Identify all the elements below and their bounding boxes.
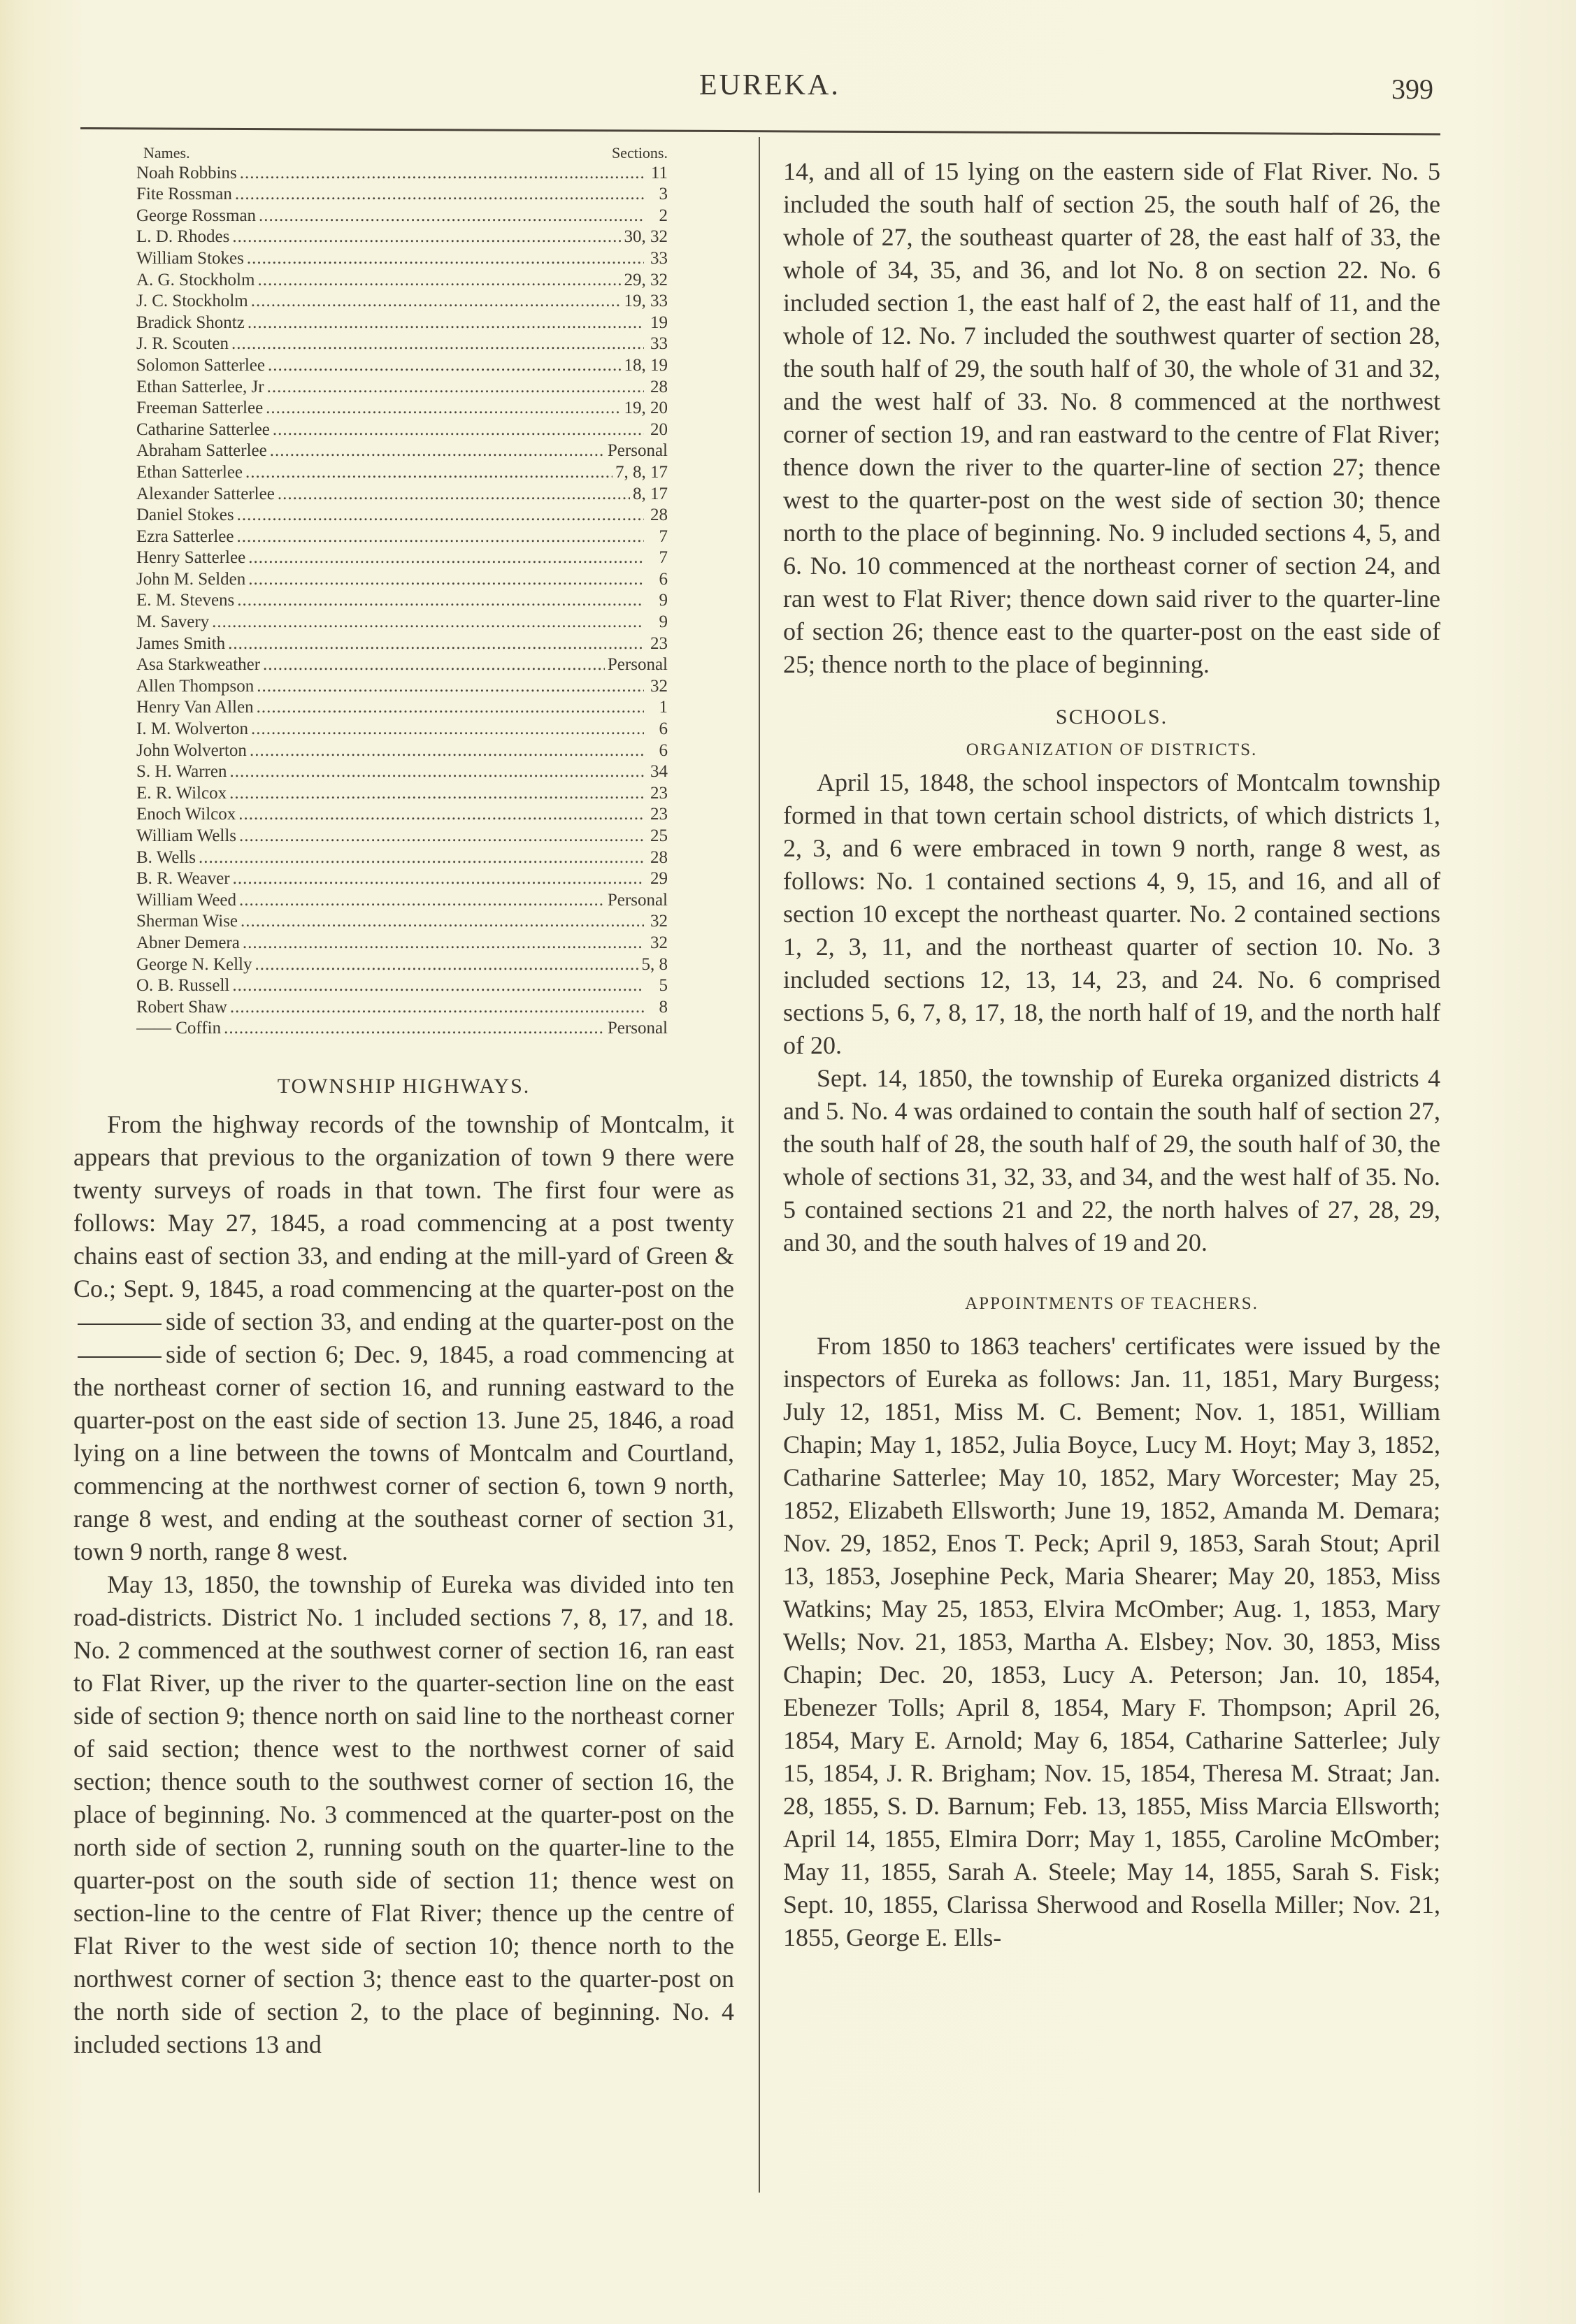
owner-sections: 7 bbox=[659, 526, 668, 546]
owner-sections: 9 bbox=[659, 591, 668, 610]
paragraph-highways-2: May 13, 1850, the township of Eureka was divided into ten road-districts. District No. 1 included sections 7, 8, 17, and 18. No. 2 commenced at the southwest corner of section 16, ran east to Flat River, up the river to the quarter-section line on the east side of section 9; thence north on said line to the northeast corner of said section; thence west to the northwest corner of said section; thence south to the southwest corner of section 16, the place of beginning. No. 3 commenced at the quarter-post on the north side of section 2, running south on the quarter-line to the quarter-post on the south side of section 11; thence west on section-line to the centre of Flat River; thence up the centre of Flat River to the west side of section 10; thence north to the northwest corner of section 3; thence east to the quarter-post on the north side of section 2, to the place of beginning. No. 4 included sections 13 and bbox=[73, 1570, 734, 2058]
dot-leader bbox=[224, 1018, 605, 1039]
owner-name: Bradick Shontz bbox=[136, 313, 245, 332]
dot-leader bbox=[212, 612, 644, 633]
dot-leader bbox=[235, 184, 644, 205]
owner-name: Henry Satterlee bbox=[136, 548, 246, 568]
page-number: 399 bbox=[1391, 73, 1433, 105]
blank-dash bbox=[78, 1356, 162, 1358]
owner-name: B. R. Weaver bbox=[136, 869, 230, 889]
dot-leader bbox=[237, 505, 644, 526]
dot-leader bbox=[238, 804, 644, 825]
owner-sections: Personal bbox=[607, 1019, 668, 1038]
owner-sections: 32 bbox=[650, 933, 668, 952]
dot-leader bbox=[240, 163, 644, 184]
owner-name: Abner Demera bbox=[136, 933, 240, 952]
table-row bbox=[136, 461, 668, 483]
table-row bbox=[136, 184, 668, 206]
table-row bbox=[136, 483, 668, 505]
owner-sections: 19 bbox=[650, 313, 668, 332]
owner-name: John Wolverton bbox=[136, 740, 247, 760]
owner-sections: 3 bbox=[659, 185, 668, 204]
owner-sections: 34 bbox=[650, 762, 668, 782]
paragraph-road-districts-continued: 14, and all of 15 lying on the eastern side of Flat River. No. 5 included the south half of section 25, the south half of 26, the whole of 27, the southeast quarter of 28, the east half of 33, the whole of 34, 35, and 36, and lot No. 8 on section 22. No. 6 included section 1, the east half of 2, the east half of 11, and the whole of 12. No. 7 included the southwest quarter of section 28, the south half of 29, the south half of 30, the whole of 31 and 32, and the west half of 33. No. 8 commenced at the northwest corner of section 19, and ran eastward to the centre of Flat River; thence down the river to the quarter-line of section 27; thence west to the quarter-post on the west side of section 30; thence north to the place of beginning. No. 9 included sections 4, 5, and 6. No. 10 commenced at the northeast corner of section 24, and ran west to Flat River; thence down said river to the quarter-line of section 26; thence east to the quarter-post on the east side of 25; thence north to the place of beginning. bbox=[783, 157, 1440, 678]
dot-leader bbox=[251, 719, 644, 740]
dot-leader bbox=[268, 355, 622, 376]
owner-name: William Wells bbox=[136, 826, 237, 845]
owner-name: Ethan Satterlee, Jr bbox=[136, 377, 264, 396]
table-row bbox=[136, 889, 668, 911]
owner-name: Henry Van Allen bbox=[136, 698, 254, 717]
owner-name: John M. Selden bbox=[136, 569, 246, 589]
owner-sections: 29 bbox=[650, 869, 668, 889]
column-header-sections: Sections. bbox=[611, 144, 668, 162]
table-row bbox=[136, 697, 668, 719]
dot-leader bbox=[255, 954, 638, 975]
table-row bbox=[136, 911, 668, 933]
table-row bbox=[136, 825, 668, 847]
owner-name: William Stokes bbox=[136, 248, 244, 268]
owner-name: Solomon Satterlee bbox=[136, 355, 265, 375]
owner-name: Sherman Wise bbox=[136, 912, 238, 931]
owner-sections: 8 bbox=[659, 997, 668, 1017]
table-row bbox=[136, 975, 668, 997]
owner-name: J. R. Scouten bbox=[136, 334, 229, 354]
dot-leader bbox=[250, 740, 644, 761]
dot-leader bbox=[229, 761, 644, 782]
owner-name: William Weed bbox=[136, 890, 237, 910]
table-row bbox=[136, 291, 668, 313]
owner-name: J. C. Stockholm bbox=[136, 292, 248, 311]
names-sections-table bbox=[136, 140, 668, 1039]
dot-leader bbox=[243, 933, 644, 954]
table-row bbox=[136, 248, 668, 269]
owner-sections: 20 bbox=[650, 419, 668, 439]
dot-leader bbox=[273, 419, 644, 440]
table-row bbox=[136, 590, 668, 612]
running-head bbox=[0, 69, 1576, 110]
owner-sections: 5 bbox=[659, 976, 668, 996]
dot-leader bbox=[248, 313, 644, 333]
blank-dash bbox=[78, 1324, 162, 1325]
table-row bbox=[136, 868, 668, 890]
table-row bbox=[136, 782, 668, 804]
owner-sections: 29, 32 bbox=[624, 270, 668, 289]
owner-sections: 32 bbox=[650, 676, 668, 696]
owner-sections: 5, 8 bbox=[641, 954, 668, 974]
table-row bbox=[136, 718, 668, 740]
paragraph-teachers: From 1850 to 1863 teachers' certificates were issued by the inspectors of Eureka as follows: Jan. 11, 1851, Mary Burgess; July 12, 1851, Miss M. C. Bement; Nov. 1, 1851, William Chapin; May 1, 1852, Julia Boyce, Lucy M. Hoyt; May 3, 1852, Catharine Satterlee; May 10, 1852, Mary Worcester; May 25, 1852, Elizabeth Ellsworth; June 19, 1852, Amanda M. Demara; Nov. 29, 1852, Enos T. Peck; April 9, 1853, Sarah Stout; April 13, 1853, Josephine Peck, Maria Shearer; May 20, 1853, Miss Watkins; May 25, 1853, Elvira McOmber; Aug. 1, 1853, Mary Wells; Nov. 21, 1853, Martha A. Elsbey; Nov. 30, 1853, Miss Chapin; Dec. 20, 1853, Lucy A. Peterson; Jan. 10, 1854, Ebenezer Tolls; April 8, 1854, Mary F. Thompson; April 26, 1854, Mary E. Arnold; May 6, 1854, Catharine Satterlee; July 15, 1854, J. R. Brigham; Nov. 15, 1854, Theresa M. Straat; Jan. 28, 1855, S. D. Barnum; Feb. 13, 1855, Miss Marcia Ellsworth; April 14, 1855, Elmira Dorr; May 1, 1855, Caroline McOmber; May 11, 1855, Sarah A. Steele; May 14, 1855, Sarah S. Fisk; Sept. 10, 1855, Clarissa Sherwood and Rosella Miller; Nov. 21, 1855, George E. Ells- bbox=[783, 1332, 1440, 1951]
dot-leader bbox=[239, 826, 644, 847]
column-divider bbox=[759, 137, 760, 2193]
owner-name: Alexander Satterlee bbox=[136, 484, 275, 503]
dot-leader bbox=[278, 484, 630, 505]
dot-leader bbox=[251, 291, 622, 312]
owner-sections: 30, 32 bbox=[624, 227, 668, 247]
owner-name: M. Savery bbox=[136, 612, 210, 632]
owner-name: Ezra Satterlee bbox=[136, 526, 234, 546]
owner-name: S. H. Warren bbox=[136, 762, 227, 782]
dot-leader bbox=[257, 270, 621, 291]
township-highways-section bbox=[73, 1070, 734, 2061]
table-row bbox=[136, 654, 668, 676]
owner-sections: 32 bbox=[650, 912, 668, 931]
owner-name: O. B. Russell bbox=[136, 976, 230, 996]
owner-sections: 8, 17 bbox=[633, 484, 668, 503]
dot-leader bbox=[263, 654, 605, 675]
owner-sections: Personal bbox=[607, 441, 668, 461]
table-row bbox=[136, 568, 668, 590]
owner-name: L. D. Rhodes bbox=[136, 227, 230, 247]
paragraph-organization-2: Sept. 14, 1850, the township of Eureka organized districts 4 and 5. No. 4 was ordained to contain the south half of section 27, the south half of 28, the south half of 29, the south half of 30, the whole of sections 31, 32, 33, and 34, and the west half of 35. No. 5 contained sections 21 and 22, the north halves of 27, 28, 29, and 30, and the south halves of 19 and 20. bbox=[783, 1064, 1440, 1256]
owner-sections: 2 bbox=[659, 206, 668, 225]
table-row bbox=[136, 376, 668, 398]
owner-sections: 19, 33 bbox=[624, 292, 668, 311]
owner-sections: 23 bbox=[650, 633, 668, 653]
owner-sections: 19, 20 bbox=[624, 399, 668, 418]
table-row bbox=[136, 932, 668, 954]
owner-name: Noah Robbins bbox=[136, 163, 237, 182]
owner-sections: 11 bbox=[650, 163, 668, 182]
table-row bbox=[136, 269, 668, 291]
owner-sections: 28 bbox=[650, 505, 668, 525]
owner-name: Enoch Wilcox bbox=[136, 805, 236, 824]
owner-name: Daniel Stokes bbox=[136, 505, 234, 525]
owner-sections: 23 bbox=[650, 783, 668, 803]
subsection-title-teachers: APPOINTMENTS OF TEACHERS. bbox=[965, 1294, 1259, 1313]
owner-sections: 18, 19 bbox=[624, 355, 668, 375]
paragraph-highways-1: From the highway records of the township of Montcalm, it appears that previous to the organization of town 9 there were twenty surveys of roads in that town. The first four were as follows: May 27, 1845, a road commencing at a post twenty chains east of section 33, and ending at the mill-yard of Green & Co.; Sept. 9, 1845, a road commencing at the quarter-post on theside of section 33, and ending at the quarter-post on theside of section 6; Dec. 9, 1845, a road commencing at the northeast corner of section 16, and running eastward to the quarter-post on the east side of section 13. June 25, 1846, a road lying on a line between the towns of Montcalm and Courtland, commencing at the northwest corner of section 6, town 9 north, range 8 west, and ending at the southeast corner of section 31, town 9 north, range 8 west. bbox=[73, 1110, 734, 1565]
dot-leader bbox=[247, 248, 644, 269]
table-row bbox=[136, 312, 668, 333]
owner-name: Fite Rossman bbox=[136, 185, 232, 204]
running-title: EUREKA. bbox=[699, 69, 840, 101]
table-row bbox=[136, 804, 668, 826]
subsection-title-organization: ORGANIZATION OF DISTRICTS. bbox=[966, 740, 1258, 759]
dot-leader bbox=[248, 569, 644, 590]
owner-sections: Personal bbox=[607, 890, 668, 910]
owner-sections: 6 bbox=[659, 719, 668, 739]
owner-name: Allen Thompson bbox=[136, 676, 255, 696]
owner-sections: 28 bbox=[650, 847, 668, 867]
table-row bbox=[136, 398, 668, 419]
dot-leader bbox=[237, 590, 644, 611]
owner-name: E. R. Wilcox bbox=[136, 783, 227, 803]
column-header-names: Names. bbox=[143, 144, 190, 162]
owner-sections: 1 bbox=[659, 698, 668, 717]
dot-leader bbox=[228, 633, 644, 654]
owner-sections: 33 bbox=[650, 248, 668, 268]
table-header bbox=[136, 140, 668, 162]
owner-name: —— Coffin bbox=[136, 1019, 222, 1038]
owner-sections: 7 bbox=[659, 548, 668, 568]
right-column bbox=[783, 140, 1440, 1954]
dot-leader bbox=[245, 462, 613, 483]
table-row bbox=[136, 162, 668, 184]
table-row bbox=[136, 440, 668, 462]
table-row bbox=[136, 354, 668, 376]
table-row bbox=[136, 1018, 668, 1040]
table-row bbox=[136, 847, 668, 868]
owner-sections: Personal bbox=[607, 655, 668, 675]
owner-name: George Rossman bbox=[136, 206, 257, 225]
dot-leader bbox=[232, 227, 621, 248]
owner-name: George N. Kelly bbox=[136, 954, 252, 974]
dot-leader bbox=[241, 911, 644, 932]
header-rule bbox=[80, 127, 1440, 135]
dot-leader bbox=[270, 440, 605, 461]
table-row bbox=[136, 227, 668, 248]
owner-name: Catharine Satterlee bbox=[136, 419, 270, 439]
dot-leader bbox=[257, 697, 644, 718]
dot-leader bbox=[266, 398, 621, 419]
dot-leader bbox=[239, 890, 605, 911]
dot-leader bbox=[232, 975, 644, 996]
dot-leader bbox=[199, 847, 644, 868]
table-row bbox=[136, 740, 668, 761]
table-row bbox=[136, 526, 668, 547]
section-title-schools: SCHOOLS. bbox=[1055, 705, 1168, 729]
dot-leader bbox=[230, 997, 644, 1018]
dot-leader bbox=[231, 333, 644, 354]
table-row bbox=[136, 675, 668, 697]
table-row bbox=[136, 419, 668, 440]
dot-leader bbox=[257, 676, 644, 697]
owner-sections: 25 bbox=[650, 826, 668, 845]
owner-sections: 23 bbox=[650, 805, 668, 824]
owner-name: E. M. Stevens bbox=[136, 591, 235, 610]
owner-sections: 7, 8, 17 bbox=[615, 462, 668, 482]
owner-sections: 28 bbox=[650, 377, 668, 396]
dot-leader bbox=[233, 868, 644, 889]
dot-leader bbox=[237, 526, 645, 547]
dot-leader bbox=[267, 377, 644, 398]
table-row bbox=[136, 954, 668, 975]
owner-name: B. Wells bbox=[136, 847, 196, 867]
owner-name: James Smith bbox=[136, 633, 226, 653]
owner-name: A. G. Stockholm bbox=[136, 270, 255, 289]
table-row bbox=[136, 205, 668, 227]
owner-sections: 6 bbox=[659, 740, 668, 760]
owner-name: Ethan Satterlee bbox=[136, 462, 243, 482]
paragraph-organization-1: April 15, 1848, the school inspectors of Montcalm township formed in that town certain school districts, of which districts 1, 2, 3, and 6 were embraced in town 9 north, range 8 west, as follows: No. 1 contained sections 4, 9, 15, and 16, and all of section 10 except the northeast quarter. No. 2 contained sections 1, 2, 3, 11, and the northeast quarter of section 10. No. 3 included sections 12, 13, 14, 23, and 24. No. 6 comprised sections 5, 6, 7, 8, 17, 18, the north half of 19, and the north half of 20. bbox=[783, 768, 1440, 1059]
owner-name: Asa Starkweather bbox=[136, 655, 261, 675]
dot-leader bbox=[229, 783, 644, 804]
table-row bbox=[136, 761, 668, 783]
dot-leader bbox=[248, 547, 644, 568]
table-row bbox=[136, 611, 668, 633]
owner-name: Freeman Satterlee bbox=[136, 399, 264, 418]
table-row bbox=[136, 996, 668, 1018]
owner-name: Abraham Satterlee bbox=[136, 441, 267, 461]
owner-name: Robert Shaw bbox=[136, 997, 227, 1017]
owner-sections: 33 bbox=[650, 334, 668, 354]
owner-sections: 9 bbox=[659, 612, 668, 632]
table-row bbox=[136, 547, 668, 569]
owner-name: I. M. Wolverton bbox=[136, 719, 249, 739]
table-row bbox=[136, 633, 668, 654]
table-row bbox=[136, 505, 668, 526]
section-title-highways: TOWNSHIP HIGHWAYS. bbox=[277, 1075, 531, 1098]
table-row bbox=[136, 333, 668, 355]
table-body bbox=[136, 162, 668, 1039]
owner-sections: 6 bbox=[659, 569, 668, 589]
dot-leader bbox=[259, 206, 644, 227]
